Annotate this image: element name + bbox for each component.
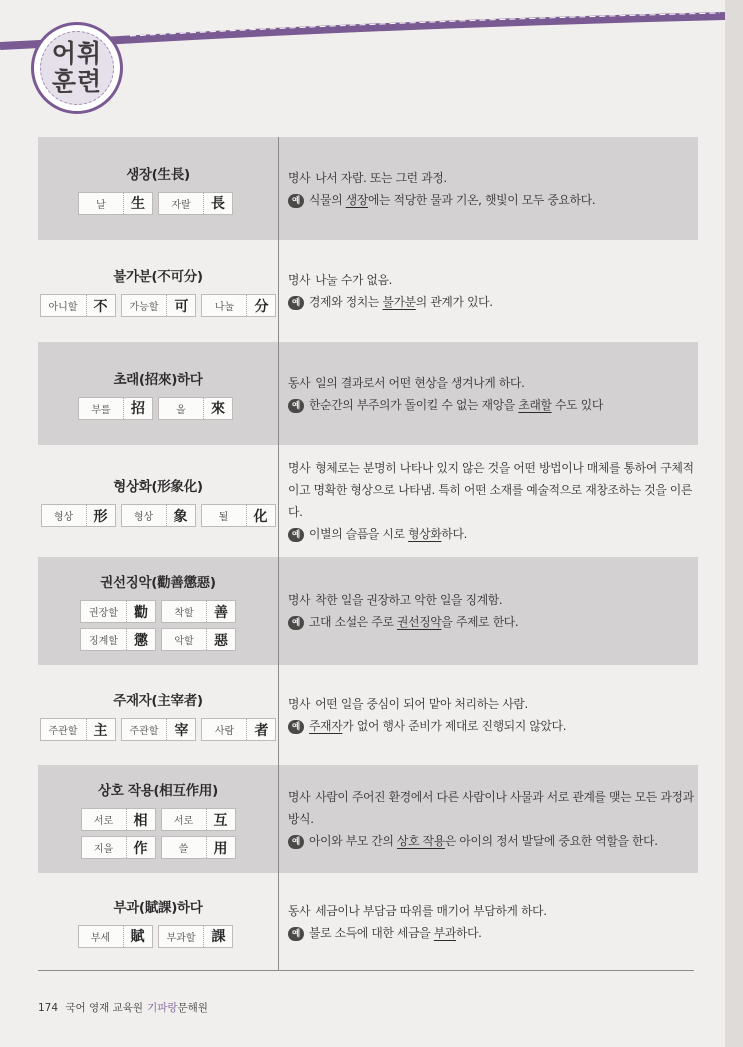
hanja-meaning: 부세 — [90, 932, 111, 944]
badge-line-1: 어휘 — [51, 39, 103, 68]
hanja-box — [121, 294, 197, 317]
hanja-char: 長 — [203, 193, 232, 214]
hanja-meaning: 형상 — [53, 512, 74, 523]
example-icon: 예 — [288, 399, 304, 413]
vocab-word: 상호 작용(相互作用) — [98, 783, 218, 799]
hanja-meaning: 나눌 — [214, 302, 235, 313]
vocab-word: 권선징악(勸善懲惡) — [100, 575, 216, 591]
hanja-box — [80, 600, 156, 623]
hanja-meaning: 서로 — [173, 816, 194, 827]
example-target-word: 불가분 — [382, 295, 416, 309]
vocab-entry — [38, 240, 698, 342]
hanja-box — [81, 836, 156, 859]
hanja-meaning: 주관할 — [48, 726, 78, 737]
hanja-char: 相 — [126, 809, 155, 830]
definition — [288, 372, 698, 394]
example-icon: 예 — [288, 528, 304, 542]
hanja-char: 宰 — [166, 719, 195, 740]
example-icon: 예 — [288, 835, 304, 849]
example-after: 하다. — [441, 527, 468, 541]
hanja-char: 生 — [123, 193, 152, 214]
hanja-meaning: 부과할 — [166, 932, 196, 944]
example-sentence — [288, 715, 698, 737]
part-of-speech: 명사 — [288, 697, 311, 711]
hanja-char: 化 — [246, 505, 275, 526]
example-sentence — [288, 523, 698, 545]
hanja-box — [161, 600, 236, 623]
hanja-char: 互 — [206, 809, 235, 830]
vocab-entry — [38, 137, 698, 240]
definition — [288, 269, 698, 291]
hanja-meaning: 형상 — [133, 512, 154, 523]
hanja-meaning: 날 — [96, 199, 106, 211]
example-sentence — [288, 830, 698, 852]
example-after: 을 주제로 한다. — [441, 615, 519, 629]
hanja-box — [121, 718, 197, 741]
hanja-box — [201, 504, 276, 527]
example-sentence — [288, 922, 698, 944]
table-bottom-rule — [38, 970, 694, 971]
hanja-char: 不 — [86, 295, 115, 316]
vocab-word: 주재자(主宰者) — [113, 693, 203, 709]
part-of-speech: 명사 — [288, 790, 311, 804]
example-before: 한순간의 부주의가 돌이킬 수 없는 재앙을 — [309, 397, 519, 412]
page-number: 174 — [38, 1002, 59, 1014]
vocab-word: 부과(賦課)하다 — [113, 899, 203, 916]
example-target-word: 권선징악 — [397, 615, 442, 629]
hanja-char: 招 — [123, 398, 152, 419]
example-after: 은 아이의 정서 발달에 중요한 역할을 한다. — [444, 834, 658, 848]
hanja-box — [161, 808, 236, 831]
hanja-char: 勸 — [126, 601, 155, 622]
example-before: 식물의 — [309, 192, 346, 207]
vocab-entry — [38, 873, 698, 970]
hanja-meaning: 부를 — [91, 404, 111, 416]
definition-text: 나서 자람. 또는 그런 과정. — [315, 170, 447, 185]
hanja-box — [78, 192, 153, 215]
vocab-entry — [38, 342, 698, 445]
example-after: 의 관계가 있다. — [415, 295, 493, 309]
badge-line-2: 훈련 — [51, 67, 103, 96]
example-icon: 예 — [288, 616, 304, 630]
example-sentence — [288, 611, 698, 633]
hanja-meaning: 될 — [218, 512, 229, 523]
hanja-box — [161, 836, 236, 859]
part-of-speech: 동사 — [288, 375, 311, 390]
hanja-box — [81, 808, 156, 831]
hanja-meaning: 착할 — [174, 608, 194, 619]
definition-text: 형체로는 분명히 나타나 있지 않은 것을 어떤 방법이나 매체를 통하여 구체적이고 명확한 형상으로 나타냄. 특히 어떤 소재를 예술적으로 재창조하는 것을 이른다. — [288, 461, 694, 519]
vocab-word: 생장(生長) — [126, 166, 190, 183]
hanja-meaning: 주관할 — [129, 726, 159, 737]
definition — [288, 167, 698, 189]
hanja-char: 可 — [166, 295, 195, 316]
example-sentence — [288, 394, 698, 416]
example-before: 고대 소설은 주로 — [309, 615, 398, 629]
hanja-char: 善 — [206, 601, 235, 622]
hanja-char: 來 — [203, 398, 232, 419]
example-before: 경제와 정치는 — [309, 295, 383, 309]
vocab-entry — [38, 557, 698, 665]
definition-text: 사람이 주어진 환경에서 다른 사람이나 사물과 서로 관계를 맺는 모든 과정과 방식. — [288, 790, 694, 826]
example-before: 아이와 부모 간의 — [309, 834, 398, 848]
hanja-meaning: 자랄 — [171, 199, 191, 211]
hanja-meaning: 지을 — [93, 844, 114, 855]
hanja-box — [80, 628, 156, 651]
publisher-name-part2: 문해원 — [177, 1002, 208, 1014]
hanja-meaning: 악할 — [174, 636, 194, 647]
hanja-meaning: 쓸 — [178, 844, 189, 855]
vocab-word: 형상화(形象化) — [113, 479, 203, 495]
definition-text: 나눌 수가 없음. — [315, 273, 393, 287]
vocab-entry — [38, 665, 698, 765]
vocab-word: 불가분(不可分) — [113, 269, 203, 285]
hanja-char: 作 — [126, 837, 155, 858]
hanja-meaning: 사람 — [214, 726, 235, 737]
hanja-meaning: 서로 — [93, 816, 114, 827]
publisher-name-part1: 기파랑 — [147, 1002, 178, 1014]
hanja-box — [201, 718, 276, 741]
example-after: 에는 적당한 물과 기온, 햇빛이 모두 중요하다. — [367, 192, 596, 207]
example-after: 수도 있다 — [551, 397, 603, 412]
vocab-training-badge — [31, 22, 123, 114]
hanja-char: 賦 — [123, 926, 152, 947]
page-spine — [725, 0, 743, 1047]
hanja-box — [78, 397, 153, 420]
hanja-char: 用 — [206, 837, 235, 858]
hanja-meaning: 가능할 — [129, 302, 159, 313]
definition-text: 세금이나 부담금 따위를 매기어 부담하게 하다. — [315, 903, 547, 918]
hanja-meaning: 권장할 — [89, 608, 118, 619]
hanja-box — [158, 192, 233, 215]
book-title: 국어 영재 교육원 — [65, 1002, 144, 1014]
definition-text: 어떤 일을 중심이 되어 맡아 처리하는 사람. — [315, 697, 528, 711]
part-of-speech: 명사 — [288, 461, 311, 475]
hanja-box — [78, 925, 153, 948]
definition — [288, 786, 698, 830]
definition — [288, 589, 698, 611]
example-after: 하다. — [455, 925, 482, 940]
example-sentence — [288, 291, 698, 313]
example-target-word: 상호 작용 — [397, 834, 445, 848]
hanja-char: 課 — [203, 926, 232, 947]
hanja-char: 懲 — [126, 629, 155, 650]
vocab-entry — [38, 765, 698, 873]
part-of-speech: 명사 — [288, 593, 311, 607]
example-after: 가 없어 행사 준비가 제대로 진행되지 않았다. — [342, 719, 567, 733]
example-target-word: 형상화 — [408, 527, 442, 541]
vocab-entry — [38, 445, 698, 557]
hanja-char: 者 — [246, 719, 275, 740]
definition-text: 일의 결과로서 어떤 현상을 생겨나게 하다. — [315, 375, 525, 390]
page-footer — [38, 1000, 212, 1015]
definition — [288, 693, 698, 715]
example-icon: 예 — [288, 194, 304, 208]
part-of-speech: 명사 — [288, 170, 311, 185]
hanja-meaning: 아니할 — [48, 302, 78, 313]
hanja-box — [40, 718, 116, 741]
example-target-word: 주재자 — [309, 719, 343, 733]
example-before: 불로 소득에 대한 세금을 — [309, 925, 434, 940]
hanja-box — [121, 504, 196, 527]
hanja-box — [40, 294, 116, 317]
example-target-word: 초래할 — [518, 397, 552, 412]
example-sentence — [288, 189, 698, 211]
hanja-meaning: 올 — [176, 404, 186, 416]
definition-text: 착한 일을 권장하고 악한 일을 징계함. — [315, 593, 503, 607]
example-icon: 예 — [288, 296, 304, 310]
hanja-box — [201, 294, 276, 317]
hanja-meaning: 징계할 — [89, 636, 118, 647]
hanja-box — [158, 925, 234, 948]
example-icon: 예 — [288, 927, 304, 941]
example-target-word: 생장 — [345, 192, 368, 207]
hanja-char: 惡 — [206, 629, 235, 650]
hanja-char: 形 — [86, 505, 115, 526]
definition — [288, 457, 698, 523]
example-icon: 예 — [288, 720, 304, 734]
hanja-char: 主 — [86, 719, 115, 740]
example-before: 이별의 슬픔을 시로 — [309, 527, 409, 541]
part-of-speech: 동사 — [288, 903, 311, 918]
definition — [288, 900, 698, 922]
hanja-char: 分 — [246, 295, 275, 316]
hanja-box — [41, 504, 116, 527]
vocab-word: 초래(招來)하다 — [113, 371, 203, 388]
part-of-speech: 명사 — [288, 273, 311, 287]
example-target-word: 부과 — [433, 925, 456, 940]
column-divider — [278, 137, 279, 970]
hanja-box — [161, 628, 236, 651]
hanja-char: 象 — [166, 505, 195, 526]
hanja-box — [158, 397, 233, 420]
